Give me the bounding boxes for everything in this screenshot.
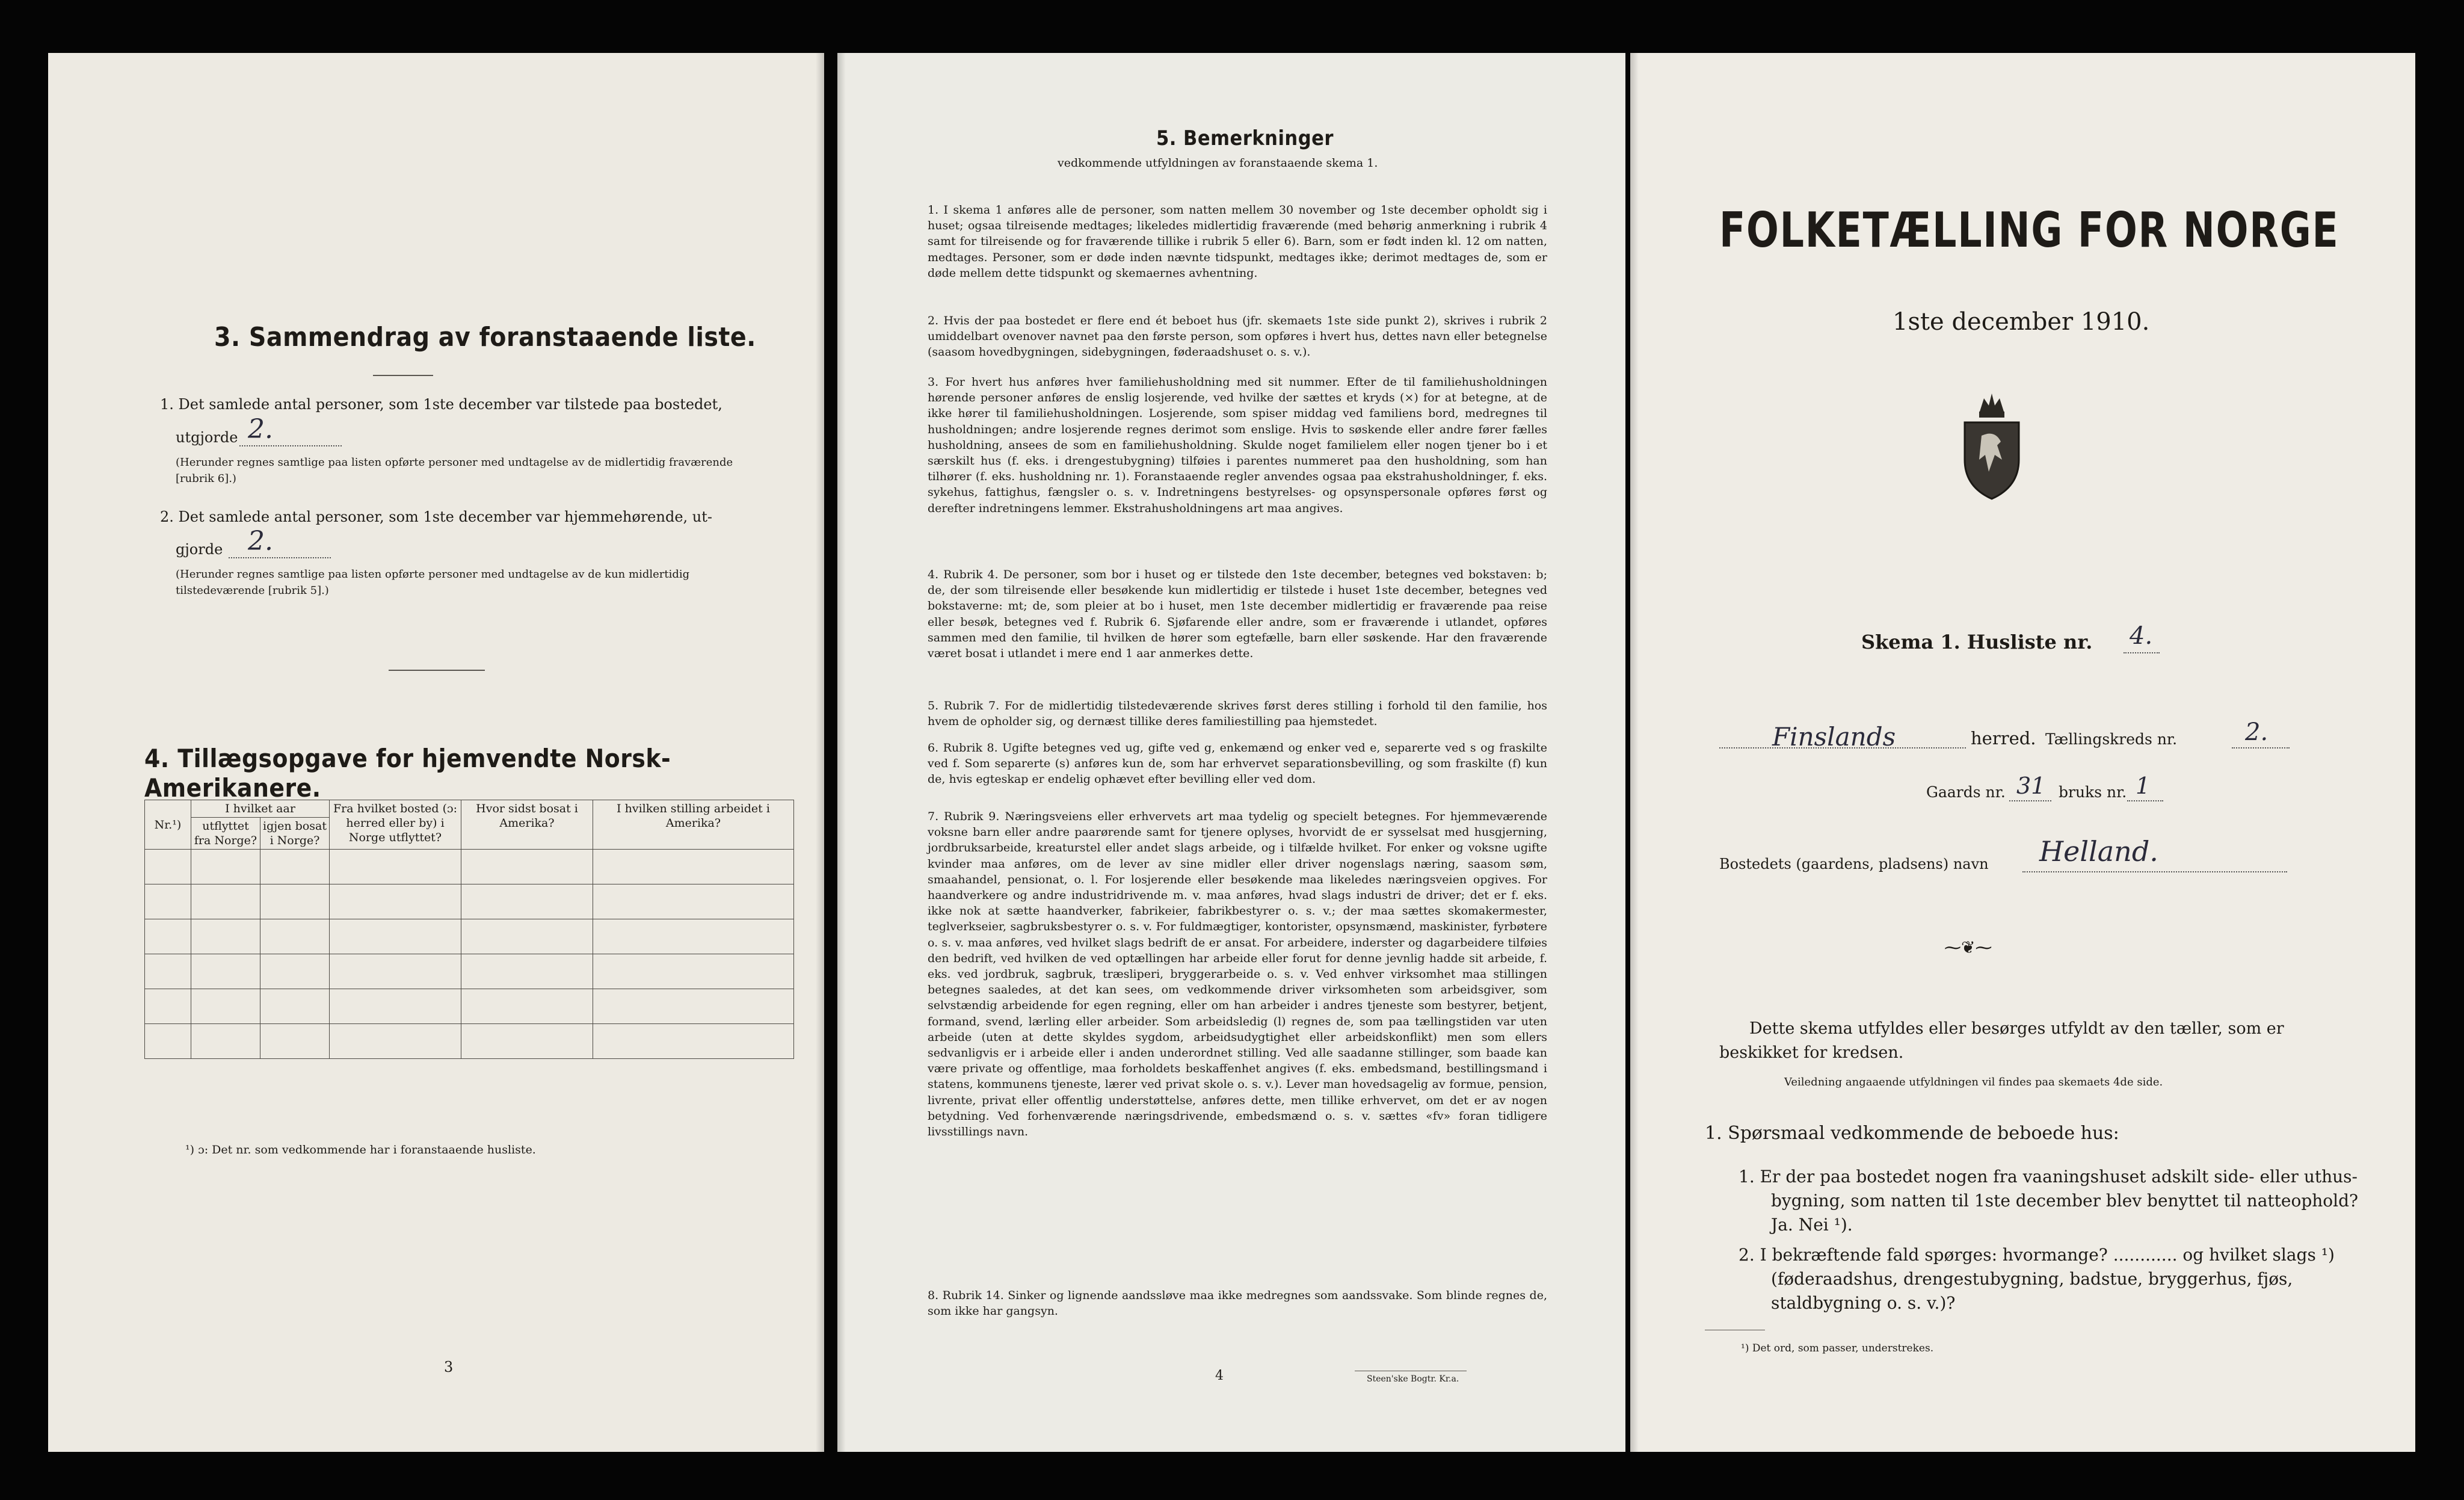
note-paragraph-7: 7. Rubrik 9. Næringsveiens eller erhvervets art maa tydelig og specielt betegnes. For hjemmeværende voksne barn eller andre paarørende samt for tjenere oplyses, hvorvidt de er sysselsat med husgjerning, jordbruksarbeide, kreaturstel eller andet slags arbeide, og i tilfælde hvilket. For enker og voksne ugifte kvinder maa anføres, om de lever av sine midler eller driver nogenslags næring, saasom søm, smaahandel, pensionat, o. l. For losjerende eller besøkende maa likeledes næringsveien opgives. For haandverkere og andre industridrivende m. v. maa anføres, hvad slags industri de driver; det er f. eks. ikke nok at sætte haandverker, fabrikeier, fabrikbestyrer o. s. v.; der maa sættes skomakermester, teglverkseier, sagbruksbestyrer o. s. v. For fuldmægtiger, kontorister, opsynsmænd, maskinister, fyrbøtere o. s. v. maa anføres, ved hvilket slags bedrift de er ansat. For arbeidere, inderster og dagarbeidere tilføies den bedrift, ved hvilken de ved optællingen har arbeide eller forut for denne jevnlig hadde sit arbeide, f. eks. ved jordbruk, sagbruk, træsliperi, bryggerarbeide o. s. v. Ved enhver virksomhet maa stillingen betegnes saaledes, at det kan sees, om vedkommende driver virksomheten som arbeidsgiver, som selvstændig arbeidende for egen regning, eller om han arbeider i andres tjeneste som bestyrer, betjent, formand, svend, lærling eller arbeider. Som arbeidsledig (l) regnes de, som paa tællingstiden var uten arbeide (uten at dette skyldes sygdom, arbeidsudygtighet eller arbeidskonflikt) men som ellers sedvanligvis er i arbeide eller i anden underordnet stilling. Ved alle saadanne stillinger, som baade kan være private og offentlige, maa forholdets beskaffenhet angives (f. eks. embedsmand, bestillingsmand i statens, kommunens tjeneste, lærer ved privat skole o. s. v.). Lever man hovedsagelig av formue, pension, livrente, privat eller offentlig understøttelse, anføres dette, men tillike erhvervet, om det er av nogen betydning. Ved forhenværende næringsdrivende, embedsmænd o. s. v. sættes «fv» foran tidligere livsstillings navn.: [928, 810, 1547, 1139]
section3-title: 3. Sammendrag av foranstaaende liste.: [214, 322, 756, 353]
veiledning: Veiledning angaaende utfyldningen vil findes paa skemaets 4de side.: [1784, 1076, 2163, 1088]
questions-heading: 1. Spørsmaal vedkommende de beboede hus:: [1705, 1123, 2119, 1144]
item1-utgjorde-label: utgjorde: [176, 429, 238, 446]
skema-label: Skema 1. Husliste nr.: [1861, 631, 2093, 653]
gaards-value: 31: [2016, 773, 2046, 799]
divider: [389, 670, 485, 671]
question-1: 1. Er der paa bostedet nogen fra vaaningshuset adskilt side- eller uthus-bygning, som natten til 1ste december blev benyttet til natteophold? Ja. Nei ¹).: [1739, 1167, 2359, 1235]
left-page: [48, 53, 824, 1452]
table-row: [145, 954, 794, 989]
bruks-label: bruks nr.: [2059, 783, 2127, 801]
section4-title: 4. Tillægsopgave for hjemvendte Norsk-Amerikanere.: [144, 744, 671, 803]
col-hvor-sidst-bosat: Hvor sidst bosat i Amerika?: [461, 800, 593, 850]
husliste-fill-line: [2124, 652, 2160, 653]
item1-note: (Herunder regnes samtlige paa listen opførte personer med undtagelse av de midlertidig fraværende [rubrik 6].): [176, 456, 733, 485]
bosted-label: Bostedets (gaardens, pladsens) navn: [1719, 856, 1989, 872]
page-number: 3: [444, 1359, 454, 1375]
page-fold: [837, 53, 846, 1452]
bosted-value: Helland.: [2039, 835, 2158, 868]
col-fra-hvilket-bosted: Fra hvilket bosted (ɔ: herred eller by) i Norge utflyttet?: [330, 800, 461, 850]
note-paragraph-4: 4. Rubrik 4. De personer, som bor i huset og er tilstede den 1ste december, betegnes ved bokstaven: b; de, der som tilreisende eller besøkende kun midlertidig er tilstede i huset 1ste december, betegnes ved bokstaverne: mt; de, som pleier at bo i huset, men 1ste december midlertidig er fraværende paa reise eller besøk, betegnes ved f. Rubrik 6. Sjøfarende eller andre, som er fraværende i utlandet, opføres sammen med den familie, til hvilken de hører som egtefælle, barn eller søskende. Har den fraværende været bosat i utlandet i mere end 1 aar anmerkes dette.: [928, 568, 1547, 661]
herred-label: herred.: [1971, 728, 2036, 748]
col-utflyttet: utflyttet fra Norge?: [191, 818, 260, 850]
note-paragraph-1: 1. I skema 1 anføres alle de personer, som natten mellem 30 november og 1ste december opholdt sig i huset; ogsaa tilreisende medtages; likeledes midlertidig fraværende (med behørig anmerkning i rubrik 4 samt for tilreisende og for fraværende tillike i rubrik 5 eller 6). Barn, som er født inden kl. 12 om natten, medtages. Personer, som er døde inden nævnte tidspunkt, medtages ikke; derimot medtages de, som er døde mellem dette tidspunkt og skemaernes avhentning.: [928, 203, 1547, 280]
page-number: 4: [1215, 1368, 1224, 1383]
husliste-value: 4.: [2130, 622, 2153, 650]
bosted-fill-line: [2022, 871, 2287, 872]
footnote: ¹) Det ord, som passer, understrekes.: [1741, 1342, 1934, 1354]
item2-fill-line: [229, 557, 331, 558]
item2-handwritten-value: 2.: [248, 526, 273, 557]
table-row: [145, 989, 794, 1024]
note-paragraph-3: 3. For hvert hus anføres hver familiehusholdning med sit nummer. Efter de til familiehusholdningen hørende personer anføres de enslig losjerende, ved hvilke der sættes et kryds (×) for at betegne, at de ikke hører til familiehusholdningen. Losjerende, som spiser middag ved familiens bord, medregnes til husholdningen; andre losjerende regnes derimot som enslige. Hvis to søskende eller andre fører fælles husholdning, ansees de som en familiehusholdning. Skulde noget familielem eller nogen tjener bo i et særskilt hus (f. eks. i drengestubygning) tilføies i parentes nummeret paa den husholdning, som han tilhører (f. eks. husholdning nr. 1). Foranstaaende regler anvendes ogsaa paa ekstrahusholdninger, f. eks. sykehus, fattighus, fængsler o. s. v. Indretningens bestyrelses- og opsynspersonale opføres først og derefter indretningens lemmer. Ekstrahusholdningens art maa angives.: [928, 375, 1547, 515]
table-row: [145, 884, 794, 919]
col-stilling: I hvilken stilling arbeidet i Amerika?: [593, 800, 794, 850]
kreds-label: Tællingskreds nr.: [2045, 730, 2178, 748]
kreds-value: 2.: [2245, 718, 2268, 746]
note-paragraph-6: 6. Rubrik 8. Ugifte betegnes ved ug, gifte ved g, enkemænd og enker ved e, separerte ved s og fraskilte ved f. Som separerte (s) anføres kun de, som har erhvervet separationsbevilling, og som fraskilte (f) kun de, hvis egteskap er endelig ophævet efter bevilling eller ved dom.: [928, 741, 1547, 786]
col-nr: Nr.¹): [145, 800, 191, 850]
page-fold: [1630, 53, 1639, 1452]
bemerkninger-title: 5. Bemerkninger: [1156, 126, 1334, 150]
gaards-fill-line: [2009, 800, 2051, 801]
item1-text: 1. Det samlede antal personer, som 1ste december var tilstede paa bostedet,: [160, 396, 722, 413]
note-paragraph-8: 8. Rubrik 14. Sinker og lignende aandssløve maa ikke medregnes som aandssvake. Som blinde regnes de, som ikke har gangsyn.: [928, 1289, 1547, 1318]
table-footnote: ¹) ɔ: Det nr. som vedkommende har i foranstaaende husliste.: [185, 1143, 536, 1156]
col-igjen-bosat: igjen bosat i Norge?: [260, 818, 330, 850]
right-page: [1630, 53, 2415, 1452]
item1-handwritten-value: 2.: [248, 414, 273, 445]
col-i-hvilket-aar: I hvilket aar: [191, 800, 330, 818]
main-title: FOLKETÆLLING FOR NORGE: [1719, 202, 2339, 258]
bruks-fill-line: [2127, 800, 2163, 801]
note-paragraph-2: 2. Hvis der paa bostedet er flere end ét beboet hus (jfr. skemaets 1ste side punkt 2), skrives i rubrik 2 umiddelbart ovenover navnet paa den første person, som opføres i hvert hus, dettes navn eller betegnelse (saasom hovedbygningen, sidebygningen, føderaadshuset o. s. v.).: [928, 314, 1547, 359]
item2-gjorde-label: gjorde: [176, 541, 223, 558]
table-row: [145, 919, 794, 954]
gaards-label: Gaards nr.: [1926, 783, 2006, 801]
ornament: ⁓❦⁓: [1944, 937, 1992, 957]
bemerkninger-subtitle: vedkommende utfyldningen av foranstaaende skema 1.: [1058, 156, 1378, 170]
bruks-value: 1: [2136, 773, 2151, 799]
divider: [373, 375, 433, 376]
herred-value: Finslands: [1772, 722, 1896, 752]
census-date: 1ste december 1910.: [1893, 308, 2150, 336]
question-2: 2. I bekræftende fald spørges: hvormange? ............ og hvilket slags ¹) (føderaadshus, drengestubygning, badstue, bryggerhus, fjøs, staldbygning o. s. v.)?: [1739, 1245, 2335, 1313]
middle-page: [837, 53, 1625, 1452]
instructions: Dette skema utfyldes eller besørges utfyldt av den tæller, som er beskikket for kredsen.: [1719, 1019, 2284, 1062]
kreds-fill-line: [2232, 747, 2290, 748]
table-row: [145, 850, 794, 884]
item2-note: (Herunder regnes samtlige paa listen opførte personer med undtagelse av de kun midlertidig tilstedeværende [rubrik 5].): [176, 568, 690, 597]
norsk-amerikanere-table: [144, 800, 794, 1059]
table-row: [145, 1024, 794, 1059]
item2-text: 2. Det samlede antal personer, som 1ste december var hjemmehørende, ut-: [160, 508, 712, 525]
note-paragraph-5: 5. Rubrik 7. For de midlertidig tilstedeværende skrives først deres stilling i forhold til den familie, hos hvem de opholder sig, og dernæst tillike deres familiestilling paa hjemstedet.: [928, 699, 1547, 729]
printer-mark: Steen'ske Bogtr. Kr.a.: [1367, 1374, 1459, 1384]
item1-fill-line: [239, 445, 342, 446]
coat-of-arms-icon: [1959, 387, 2025, 502]
